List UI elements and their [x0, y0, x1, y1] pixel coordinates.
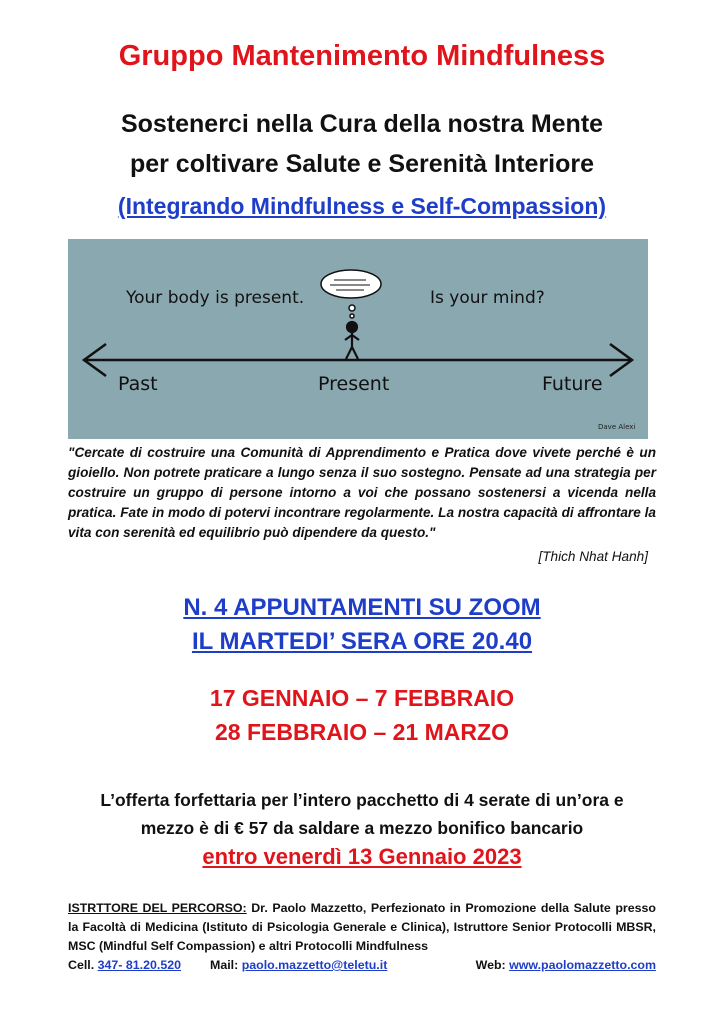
- appointments-line-1: N. 4 APPUNTAMENTI SU ZOOM: [183, 594, 541, 621]
- subtitle-line-1: Sostenerci nella Cura della nostra Mente: [120, 110, 604, 138]
- stick-figure-icon: [345, 322, 359, 359]
- body-present-text: Your body is present.: [126, 288, 305, 308]
- phone-link[interactable]: 347- 81.20.520: [97, 958, 181, 972]
- artist-signature: Dave Alexi: [598, 423, 636, 431]
- thought-cloud-icon: [321, 270, 381, 318]
- dates-block: [0, 681, 724, 749]
- offer-block: [0, 786, 724, 842]
- quote-author: [Thich Nhat Hanh]: [538, 549, 648, 564]
- label-present: Present: [318, 373, 390, 395]
- mindfulness-illustration: [68, 239, 648, 439]
- offer-line-2: mezzo è di € 57 da saldare a mezzo bonifico bancario: [140, 818, 584, 838]
- subtitle-line-2: per coltivare Salute e Serenità Interiore: [129, 150, 595, 178]
- dates-line-1: 17 GENNAIO – 7 FEBBRAIO: [209, 685, 515, 711]
- mind-question-text: Is your mind?: [430, 288, 545, 308]
- email-link[interactable]: paolo.mazzetto@teletu.it: [241, 958, 388, 972]
- instructor-label: ISTRTTORE DEL PERCORSO:: [68, 901, 247, 915]
- web-label: Web:: [475, 958, 506, 972]
- website-link[interactable]: www.paolomazzetto.com: [509, 958, 656, 972]
- mail-label: Mail:: [210, 958, 239, 972]
- instructor-text: Dr. Paolo Mazzetto, Perfezionato in Promozione della Salute presso la Facoltà di Medicina (Istituto di Psicologia Generale e Clinica), Istruttore Senior Protocolli MBSR, MSC (Mindful Self Compassion) e altri Protocolli Mindfulness: [68, 901, 656, 953]
- web-group: [476, 956, 656, 975]
- contacts-row: [68, 956, 656, 975]
- timeline-drawing: [68, 239, 648, 439]
- appointments-line-2: IL MARTEDI’ SERA ORE 20.40: [191, 628, 533, 655]
- subtitle-link[interactable]: (Integrando Mindfulness e Self-Compassion): [117, 193, 607, 219]
- appointments-block: [0, 591, 724, 659]
- label-future: Future: [542, 373, 603, 395]
- offer-line-1: L’offerta forfettaria per l’intero pacchetto di 4 serate di un’ora e: [100, 790, 624, 810]
- page-subtitle: [0, 104, 724, 184]
- quote-text: "Cercate di costruire una Comunità di Apprendimento e Pratica dove vivete perché è un gioiello. Non potrete praticare a lungo senza il suo sostegno. Pensate ad una strategia per costruire un gruppo di persone intorno a voi che possano sostenersi a vicenda nella pratica. Fate in modo di potervi incontrare regolarmente. La nostra capacità di affrontare la vita con serenità ed equilibrio può dipendere da questo.": [68, 445, 656, 540]
- dates-line-2: 28 FEBBRAIO – 21 MARZO: [215, 719, 509, 745]
- mail-group: [210, 956, 387, 975]
- payment-deadline: entro venerdì 13 Gennaio 2023: [202, 844, 522, 869]
- instructor-info: [68, 899, 656, 956]
- cell-label: Cell.: [68, 958, 95, 972]
- label-past: Past: [118, 373, 158, 395]
- page-title: Gruppo Mantenimento Mindfulness: [118, 40, 606, 72]
